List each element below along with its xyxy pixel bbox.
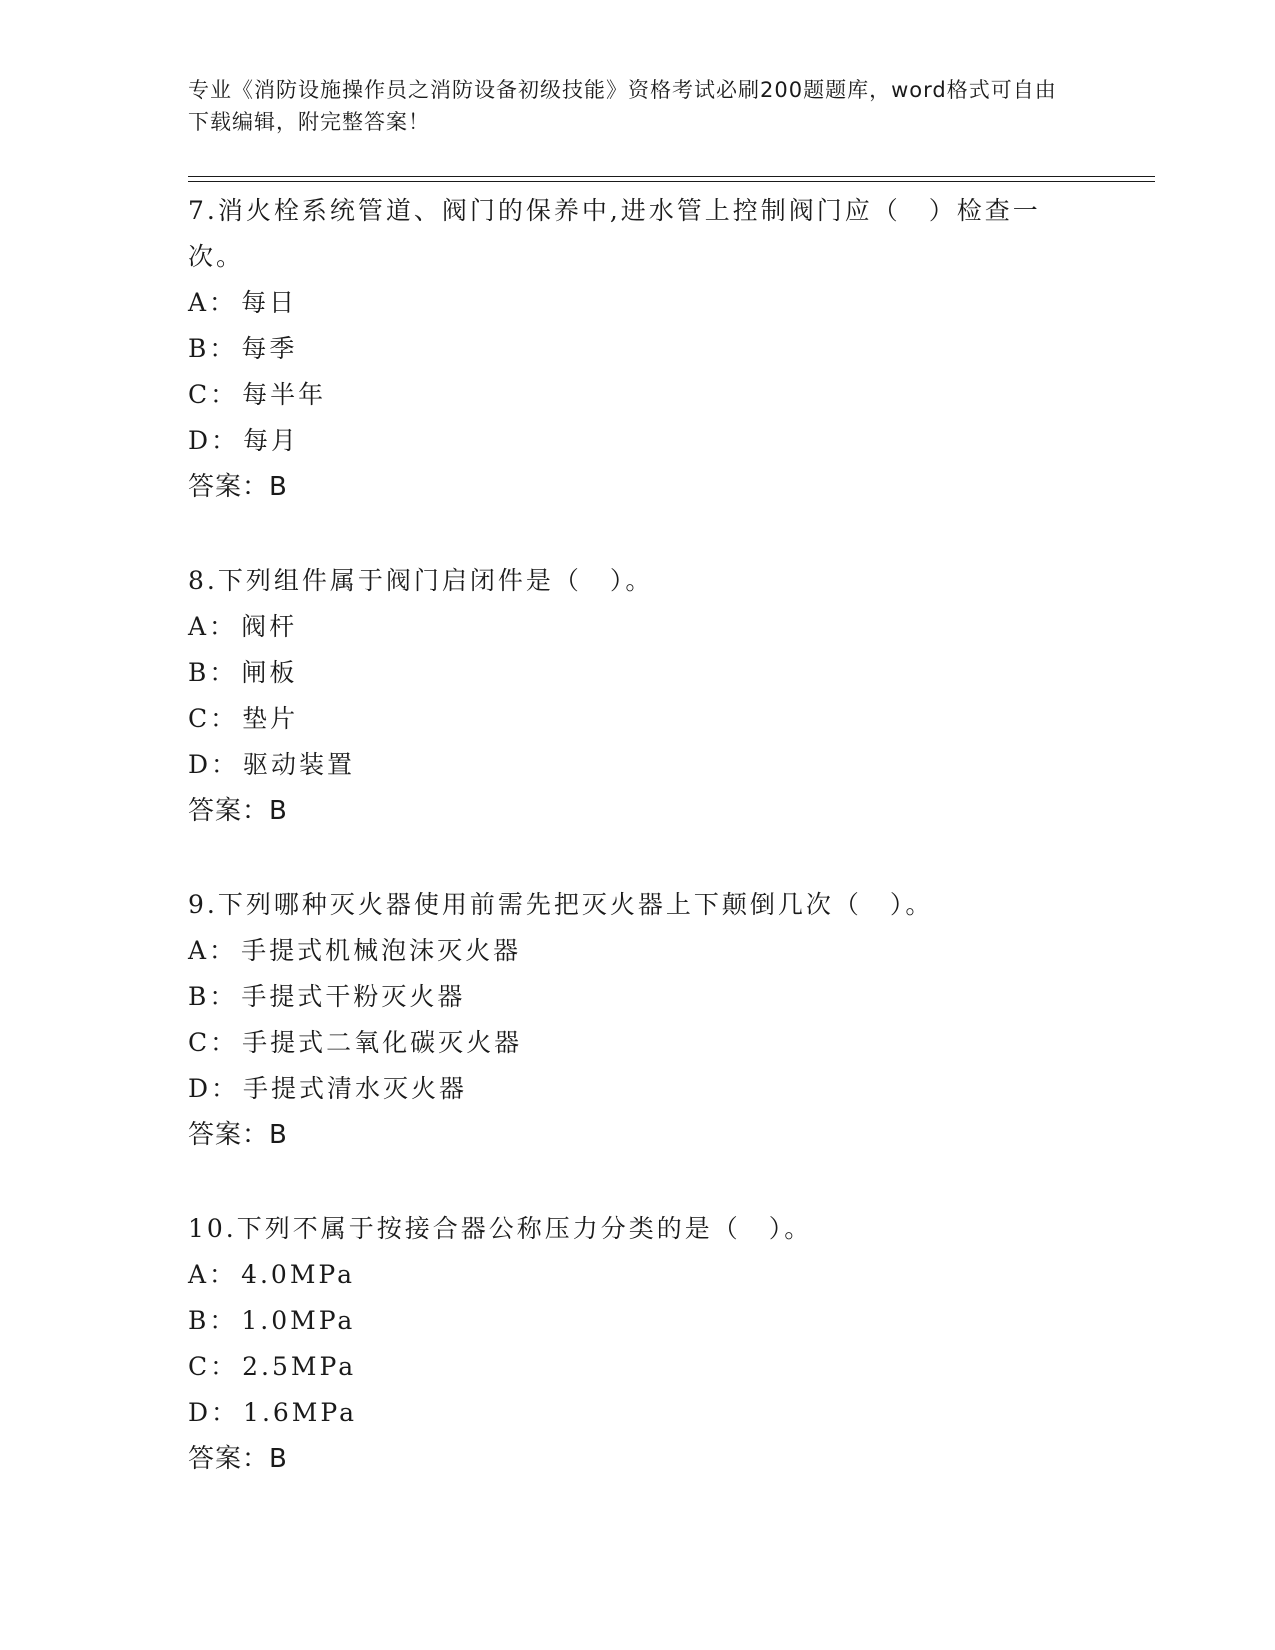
- option-letter: D：: [188, 426, 240, 455]
- option-letter: C：: [188, 1352, 239, 1381]
- option-d: [188, 1066, 1088, 1112]
- option-text: 1.0MPa: [241, 1306, 356, 1335]
- option-text: 每季: [241, 334, 298, 363]
- question-7: [188, 188, 1088, 510]
- question-9: [188, 882, 1088, 1158]
- option-text: 4.0MPa: [241, 1260, 356, 1289]
- option-b: [188, 650, 1088, 696]
- option-letter: D：: [188, 1398, 240, 1427]
- option-letter: C：: [188, 1028, 239, 1057]
- option-text: 手提式清水灭火器: [243, 1074, 468, 1103]
- option-text: 闸板: [241, 658, 298, 687]
- option-c: [188, 1344, 1088, 1390]
- option-b: [188, 974, 1088, 1020]
- option-text: 手提式机械泡沫灭火器: [241, 936, 522, 965]
- option-text: 垫片: [242, 704, 299, 733]
- answer-line: 答案：B: [188, 1120, 288, 1150]
- option-text: 每月: [243, 426, 300, 455]
- question-list: [188, 188, 1088, 1530]
- question-8: [188, 558, 1088, 834]
- option-letter: A：: [188, 936, 238, 965]
- option-c: [188, 696, 1088, 742]
- option-b: [188, 1298, 1088, 1344]
- option-a: [188, 928, 1088, 974]
- option-text: 2.5MPa: [242, 1352, 357, 1381]
- option-text: 1.6MPa: [243, 1398, 358, 1427]
- option-letter: A：: [188, 288, 238, 317]
- question-stem: 9.下列哪种灭火器使用前需先把灭火器上下颠倒几次（ ）。: [188, 890, 934, 919]
- option-a: [188, 280, 1088, 326]
- question-stem: 8.下列组件属于阀门启闭件是（ ）。: [188, 566, 654, 595]
- option-text: 手提式二氧化碳灭火器: [242, 1028, 523, 1057]
- answer-line: 答案：B: [188, 796, 288, 826]
- question-stem: 7.消火栓系统管道、阀门的保养中,进水管上控制阀门应（ ）检查一次。: [188, 196, 1041, 271]
- header-divider-top: [188, 176, 1155, 177]
- option-text: 手提式干粉灭火器: [241, 982, 466, 1011]
- option-text: 每半年: [242, 380, 327, 409]
- answer-line: 答案：B: [188, 472, 288, 502]
- option-letter: D：: [188, 1074, 240, 1103]
- option-letter: C：: [188, 704, 239, 733]
- option-letter: C：: [188, 380, 239, 409]
- option-a: [188, 604, 1088, 650]
- header-divider-bottom: [188, 181, 1155, 182]
- option-letter: B：: [188, 982, 238, 1011]
- option-text: 每日: [241, 288, 298, 317]
- option-d: [188, 418, 1088, 464]
- document-header: 专业《消防设施操作员之消防设备初级技能》资格考试必刷200题题库，word格式可自由下载编辑，附完整答案！: [188, 78, 1057, 134]
- option-c: [188, 372, 1088, 418]
- option-text: 阀杆: [241, 612, 298, 641]
- answer-line: 答案：B: [188, 1444, 288, 1474]
- option-letter: A：: [188, 1260, 238, 1289]
- option-letter: B：: [188, 1306, 238, 1335]
- question-10: [188, 1206, 1088, 1482]
- option-b: [188, 326, 1088, 372]
- option-letter: D：: [188, 750, 240, 779]
- option-letter: B：: [188, 658, 238, 687]
- option-letter: B：: [188, 334, 238, 363]
- option-d: [188, 1390, 1088, 1436]
- option-a: [188, 1252, 1088, 1298]
- option-d: [188, 742, 1088, 788]
- option-letter: A：: [188, 612, 238, 641]
- option-text: 驱动装置: [243, 750, 356, 779]
- question-stem: 10.下列不属于按接合器公称压力分类的是（ ）。: [188, 1214, 813, 1243]
- option-c: [188, 1020, 1088, 1066]
